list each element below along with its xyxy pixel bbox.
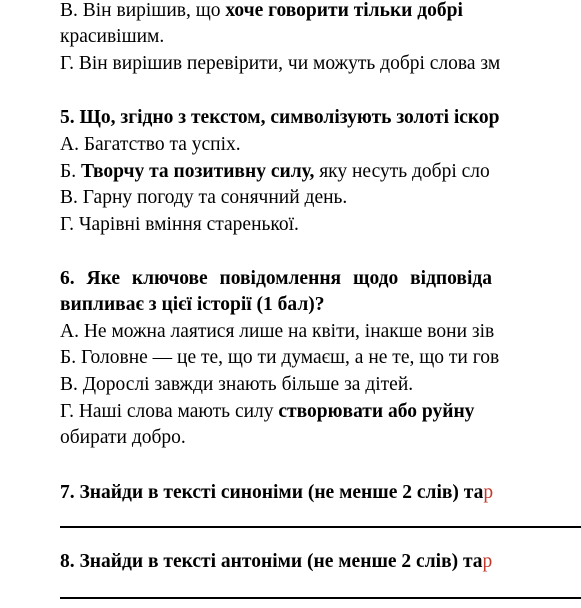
q5-option-b-suffix: яку несуть добрі сло (314, 161, 490, 182)
q6-option-g-prefix: Г. Наші слова мають силу (60, 401, 279, 422)
q5-option-a: А. Багатство та успіх. (60, 134, 241, 155)
q7-question-text: 7. Знайди в тексті синоніми (не менше 2 слів) та (60, 482, 484, 503)
q6-option-g (60, 400, 474, 424)
q5-question-text: 5. Що, згідно з текстом, символізують золоті іскор (60, 107, 500, 128)
q4-option-g: Г. Він вирішив перевірити, чи можуть добрі слова зм (60, 53, 501, 74)
q5-option-b-bold: Творчу та позитивну силу, (80, 161, 315, 182)
q6-option-b: Б. Головне — це те, що ти думаєш, а не те, що ти гов (60, 347, 500, 368)
q6-question-line1 (60, 267, 492, 291)
q8-question (60, 550, 492, 574)
q6-option-v: В. Дорослі завжди знають більше за дітей. (60, 374, 414, 395)
q4-option-v-prefix: В. Він вирішив, що (60, 0, 226, 21)
q4-option-v (60, 0, 463, 23)
q6-question-line1-text: 6. Яке ключове повідомлення щодо відповіда (60, 268, 492, 289)
q6-question-line2-text: випливає з цієї історії (1 бал)? (60, 294, 325, 315)
q5-question (60, 106, 500, 130)
q8-question-text: 8. Знайди в тексті антоніми (не менше 2 слів) та (60, 551, 483, 572)
q6-question-line2 (60, 293, 325, 317)
q8-answer-line[interactable] (60, 597, 581, 599)
q8-tail: р (482, 551, 493, 572)
q6-option-g-cont: обирати добро. (60, 427, 186, 448)
q6-option-g-bold: створювати або руйну (278, 401, 475, 422)
q4-option-v-cont: красивішим. (60, 26, 165, 47)
q4-option-v-bold: хоче говорити тільки добрі (225, 0, 463, 21)
q7-tail: р (483, 482, 494, 503)
q5-option-g: Г. Чарівні вміння старенької. (60, 214, 299, 235)
q6-option-a: А. Не можна лаятися лише на квіти, інакше вони зів (60, 321, 495, 342)
q5-option-v: В. Гарну погоду та сонячний день. (60, 187, 348, 208)
q7-question (60, 481, 493, 505)
q7-answer-line[interactable] (60, 526, 581, 528)
q5-option-b (60, 160, 490, 184)
q5-option-b-prefix: Б. (60, 161, 81, 182)
